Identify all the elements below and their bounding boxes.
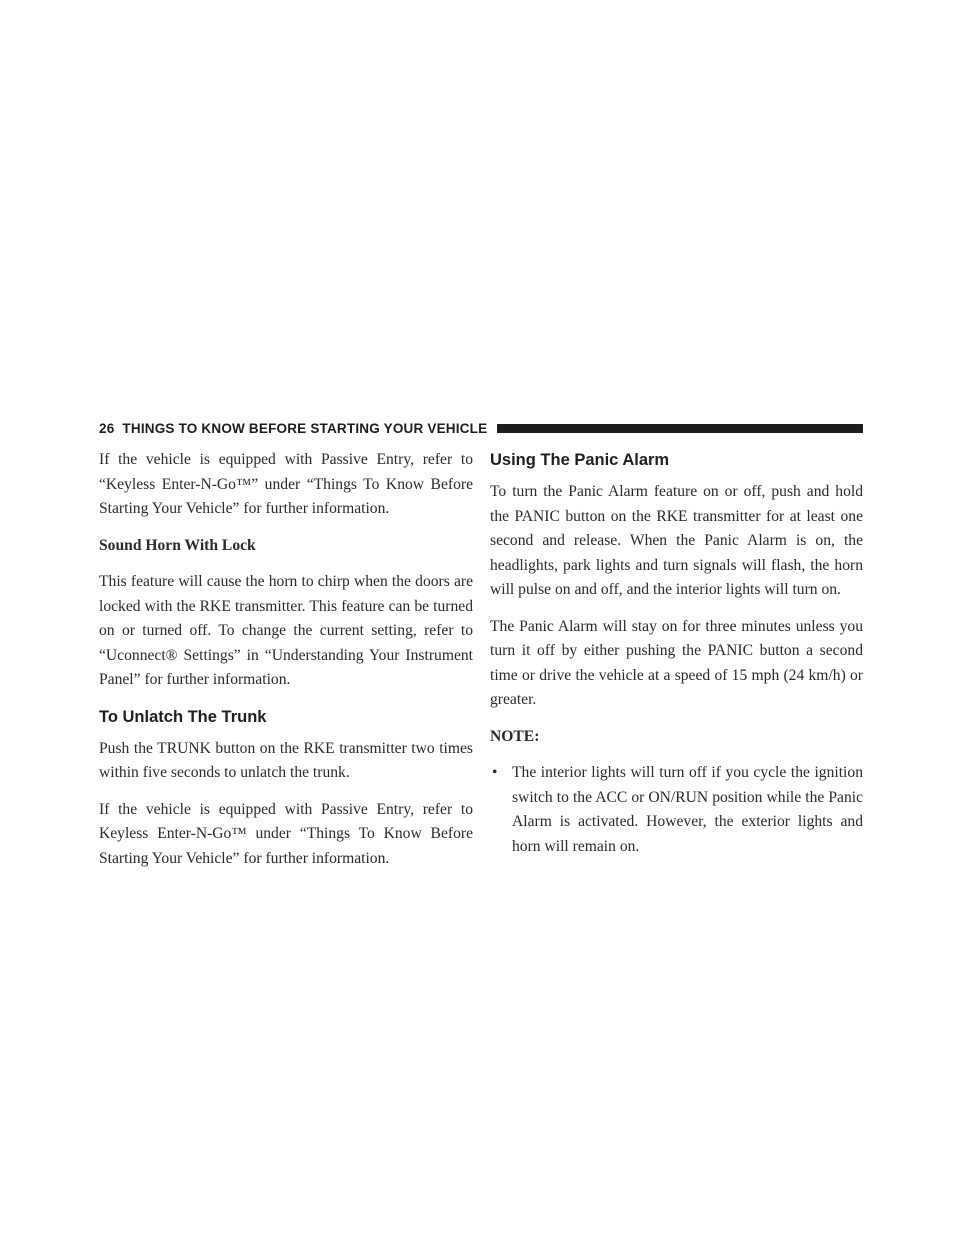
heading-panic-alarm: Using The Panic Alarm — [490, 451, 670, 469]
page-header — [99, 418, 863, 438]
paragraph-passive-entry-2: If the vehicle is equipped with Passive Entry, refer to Keyless Enter-N-Go™ under “Things To Know Before Starting Your Vehicle” for further information. — [99, 800, 473, 867]
subheading-sound-horn: Sound Horn With Lock — [99, 536, 256, 554]
paragraph-panic-alarm-2: The Panic Alarm will stay on for three minutes unless you turn it off by either pushing the PANIC button a second time or drive the vehicle at a speed of 15 mph (24 km/h) or greater. — [490, 617, 863, 708]
left-column — [99, 448, 473, 883]
header-rule — [497, 424, 863, 433]
section-title: THINGS TO KNOW BEFORE STARTING YOUR VEHICLE — [122, 420, 488, 436]
paragraph-passive-entry: If the vehicle is equipped with Passive Entry, refer to “Keyless Enter-N-Go™” under “Things To Know Before Starting Your Vehicle” for further information. — [99, 451, 473, 517]
page-number: 26 — [99, 420, 115, 436]
bullet-text: The interior lights will turn off if you cycle the ignition switch to the ACC or ON/RUN position while the Panic Alarm is activated. However, the exterior lights and horn will remain on. — [512, 764, 863, 855]
paragraph-sound-horn: This feature will cause the horn to chirp when the doors are locked with the RKE transmitter. This feature can be turned on or turned off. To change the current setting, refer to “Uconnect® Settings” in “Understanding Your Instrument Panel” for further information. — [99, 573, 473, 688]
list-item — [490, 761, 863, 859]
heading-unlatch-trunk: To Unlatch The Trunk — [99, 707, 267, 726]
bullet-marker: • — [492, 764, 498, 781]
paragraph-panic-alarm-1: To turn the Panic Alarm feature on or off, push and hold the PANIC button on the RKE transmitter for at least one second and release. When the Panic Alarm is on, the headlights, park lights and turn signals will flash, the horn will pulse on and off, and the interior lights will turn on. — [490, 483, 863, 598]
paragraph-unlatch-trunk: Push the TRUNK button on the RKE transmitter two times within five seconds to unlatch the trunk. — [99, 739, 473, 781]
right-column — [490, 448, 863, 859]
note-label: NOTE: — [490, 727, 540, 745]
